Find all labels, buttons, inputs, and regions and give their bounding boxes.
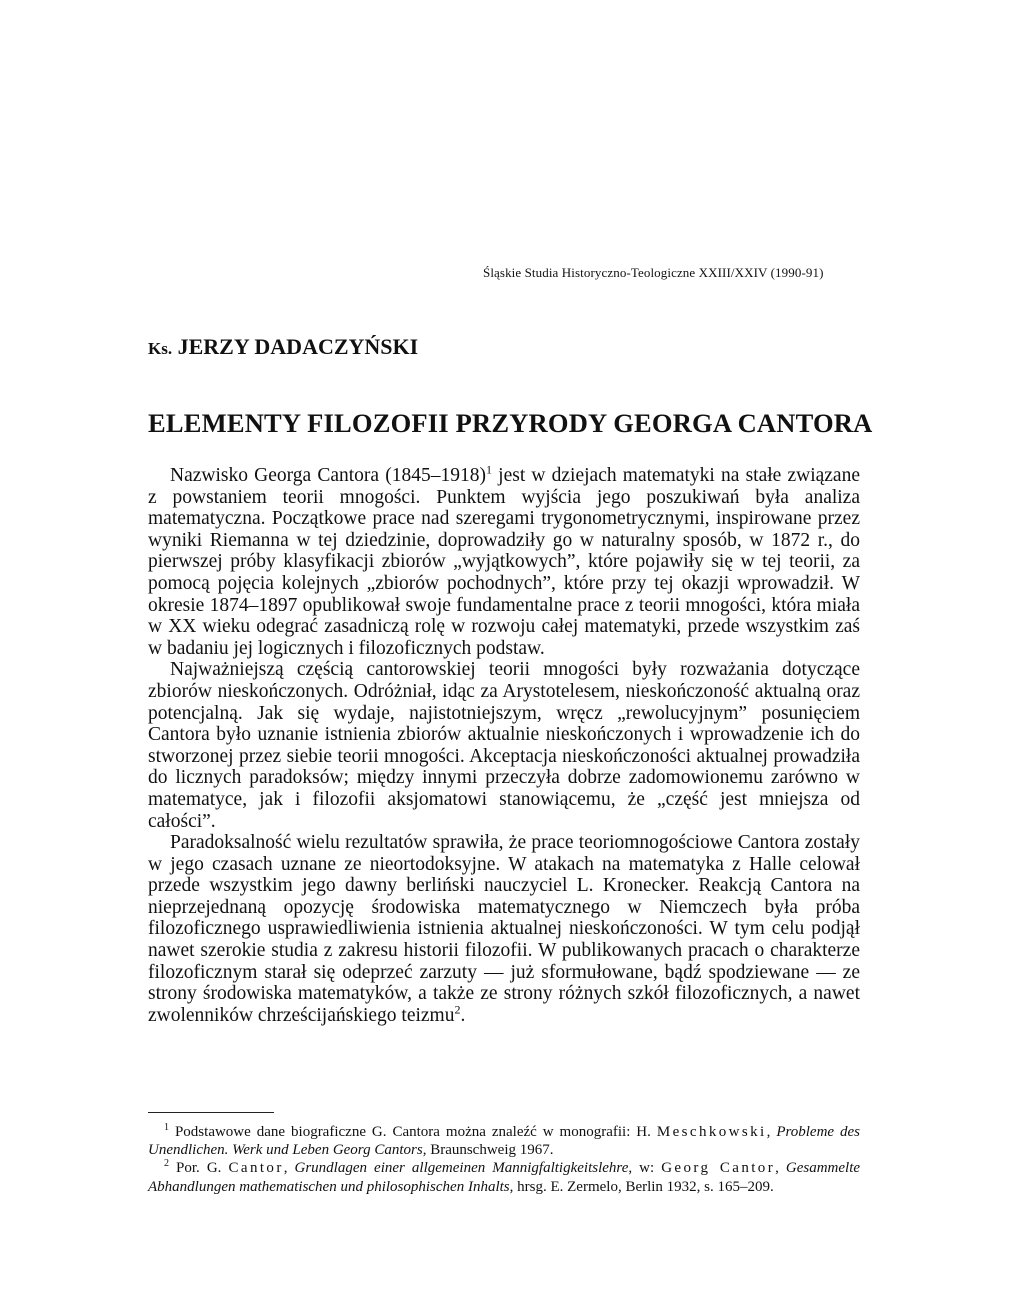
footnote-text: , Braunschweig 1967.	[422, 1142, 554, 1159]
footnote-text: ,	[775, 1160, 786, 1177]
footnote-number: 2	[164, 1158, 169, 1170]
article-body	[148, 462, 860, 1026]
footnote-divider	[148, 1112, 274, 1113]
article-title: ELEMENTY FILOZOFII PRZYRODY GEORGA CANTORA	[148, 408, 873, 438]
footnote-ref[interactable]: 2	[454, 1002, 461, 1017]
paragraph: Najważniejszą częścią cantorowskiej teorii mnogości były rozważania dotyczące zbiorów nieskończonych. Odróżniał, idąc za Arystotelesem, nieskończoność aktualną oraz potencjalną. Jak się wydaje, najistotniejszym, wręcz „rewolucyjnym” posunięciem Cantora było uznanie istnienia zbiorów aktualnie nieskończonych i wprowadzenie ich do stworzonej przez siebie teorii mnogości. Akceptacja nieskończoności aktualnej prowadziła do licznych paradoksów; między innymi przeczyła dobrze zadomowionemu zarówno w matematyce, jak i filozofii aksjomatowi stanowiącemu, że „część jest mniejsza od całości”.	[148, 659, 860, 832]
paragraph-text: .	[460, 1004, 466, 1026]
footnote-title: Probleme des Unendlichen. Werk und Leben Georg Cantors	[148, 1124, 861, 1159]
footnote-number: 1	[164, 1122, 169, 1133]
paragraph-text: jest w dziejach matematyki na stałe związane z powstaniem teorii mnogości. Punktem wyjścia jego poszukiwań była analiza matematyczna. Początkowe prace nad szeregami trygonometrycznymi, inspirowane przez wyniki Riemanna w tej dziedzinie, doprowadziły go w naturalny sposób, w 1872 r., do pierwszej próby klasyfikacji zbiorów „wyjątkowych”, które pojawiły się w tej teorii, za pomocą pojęcia kolejnych „zbiorów pochodnych”, które przy tej okazji wprowadził. W okresie 1874–1897 opublikował swoje fundamentalne prace z teorii mnogości, która miała w XX wieku odegrać zasadniczą rolę w rozwoju całej matematyki, przede wszystkim zaś w badaniu jej logicznych i filozoficznych podstaw.	[148, 465, 860, 659]
running-head: Śląskie Studia Historyczno-Teologiczne XXIII/XXIV (1990-91)	[483, 265, 824, 280]
footnote-author: Georg Cantor	[661, 1160, 776, 1177]
paragraph	[148, 462, 860, 659]
author-name: JERZY DADACZYŃSKI	[177, 334, 419, 359]
footnote-author: Cantor	[228, 1160, 284, 1177]
footnote-text: , w:	[628, 1160, 662, 1177]
footnote	[148, 1123, 860, 1159]
footnote-text: Podstawowe dane biograficzne G. Cantora można znaleźć w monografii: H.	[174, 1124, 657, 1140]
paragraph	[148, 832, 860, 1026]
footnote-title: Gesammelte Abhandlungen mathematischen und philosophischen Inhalts	[148, 1160, 861, 1195]
footnote-text: ,	[283, 1160, 295, 1177]
footnote-title: Grundlagen einer allgemeinen Mannigfaltigkeitslehre	[294, 1160, 629, 1177]
paragraph-text: Nazwisko Georga Cantora (1845–1918)	[170, 465, 486, 486]
footnote	[148, 1159, 860, 1195]
footnotes	[148, 1123, 860, 1196]
author-line	[148, 334, 418, 360]
footnote-text: , hrsg. E. Zermelo, Berlin 1932, s. 165–209.	[509, 1178, 774, 1195]
footnote-text: Por. G.	[176, 1160, 229, 1177]
footnote-text: ,	[766, 1124, 777, 1140]
footnote-author: Meschkowski	[656, 1124, 767, 1140]
paragraph-text: Paradoksalność wielu rezultatów sprawiła, że prace teoriomnogościowe Cantora zostały w jego czasach uznane ze nieortodoksyjne. W atakach na matematyka z Halle celował przede wszystkim jego dawny berliński nauczyciel L. Kronecker. Reakcją Cantora na nieprzejednaną opozycję środowiska matematycznego w Niemczech była próba filozoficznego usprawiedliwienia istnienia aktualnej nieskończoności. W tym celu podjął nawet szerokie studia z zakresu historii filozofii. W publikowanych pracach o charakterze filozoficznym starał się odeprzeć zarzuty — już sformułowane, bądź spodziewane — ze strony środowiska matematyków, a także ze strony różnych szkół filozoficznych, a nawet zwolenników chrześcijańskiego teizmu	[148, 832, 860, 1026]
author-prefix: Ks.	[148, 339, 173, 358]
footnote-ref[interactable]: 1	[485, 462, 492, 477]
